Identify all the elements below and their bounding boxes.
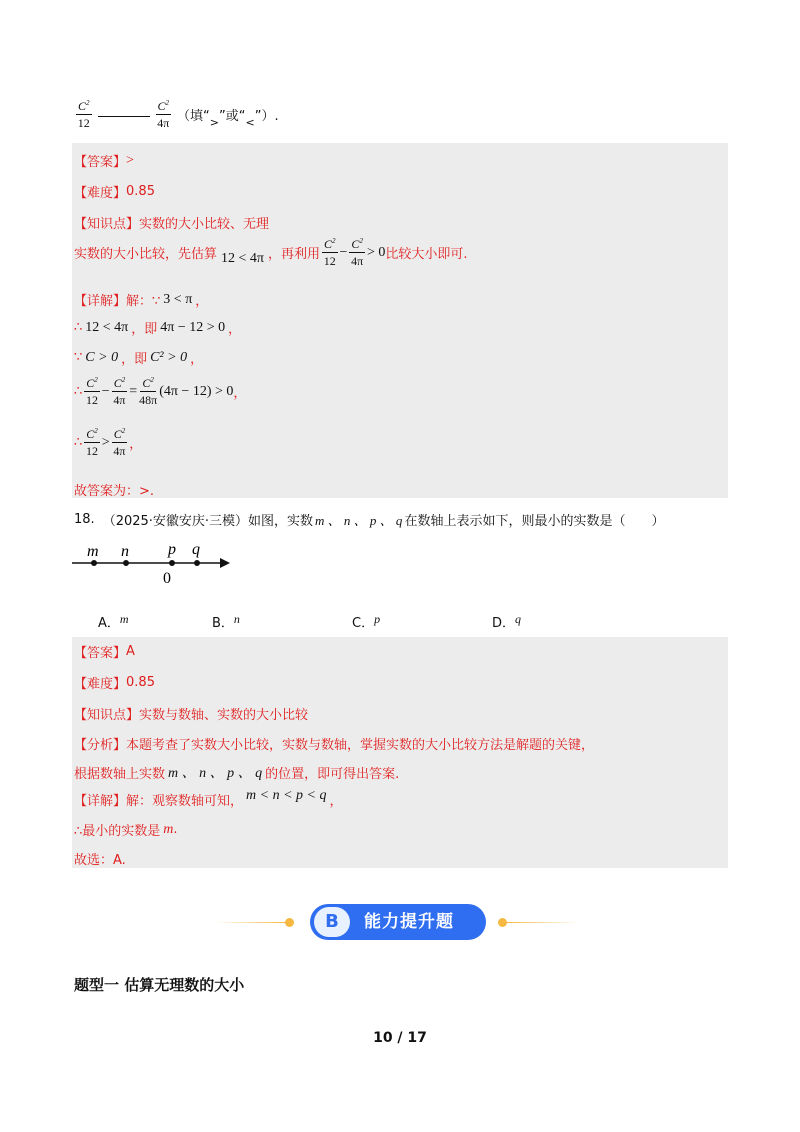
section-dot-right-icon xyxy=(498,918,507,927)
badge-letter-circle: B xyxy=(314,907,350,937)
answer-row: 【答案】 A xyxy=(74,644,135,661)
fill-hint: （填“$_>$”或“$_<$”）. xyxy=(177,109,279,129)
difficulty-row: 【难度】 0.85 xyxy=(74,675,155,692)
knowledge-row: 【知识点】 实数与数轴、实数的大小比较 xyxy=(74,708,309,723)
option-d[interactable]: D．q xyxy=(492,612,522,631)
label-n: n xyxy=(121,543,129,560)
section-dot-left-icon xyxy=(285,918,294,927)
fraction-c2-over-12: $\frac{C^2}{12}$ xyxy=(77,99,90,130)
detail-row-1: 【详解】 解：观察数轴可知， m < n < p < q ， xyxy=(74,787,343,809)
page-number: 10 / 17 xyxy=(373,1030,427,1046)
label-p: p xyxy=(168,541,176,558)
fraction-c2-over-4pi: $\frac{C^2}{4\pi}$ xyxy=(157,99,170,130)
fraction-c2-over-12: $\frac{C^2}{12}$ xyxy=(323,237,336,268)
label-m: m xyxy=(87,543,99,560)
point-p xyxy=(169,560,175,566)
point-q xyxy=(194,560,200,566)
topic-heading: 题型一 估算无理数的大小 xyxy=(74,976,245,994)
option-a[interactable]: A．m xyxy=(98,612,129,631)
answer-blank xyxy=(98,116,150,117)
question-fill-line xyxy=(74,100,279,129)
analysis-row-2: 根据数轴上实数 m 、 n 、 p 、 q 的位置，即可得出答案. xyxy=(74,766,400,782)
badge-title: 能力提升题 xyxy=(364,912,454,932)
point-m xyxy=(91,560,97,566)
analysis-row: 实数的大小比较，先估算 12 < 4π ，再利用 $\frac{C^2}{12}$ − $\frac{C^2}{4\pi}$ > 0 比较大小即可. xyxy=(74,237,468,268)
detail-row-3: ∵ C > 0 ，即 C² > 0 ， xyxy=(74,349,204,367)
detail-row-1: 【详解】 解：∵ 3 < π ， xyxy=(74,291,209,309)
detail-row-6: 故答案为：>. xyxy=(74,484,155,499)
fraction-c2-over-4pi: $\frac{C^2}{4\pi}$ xyxy=(351,237,364,268)
point-n xyxy=(123,560,129,566)
number-line-figure xyxy=(70,538,240,586)
detail-row-2: ∴ 12 < 4π ，即 4π − 12 > 0 ， xyxy=(74,319,242,337)
section-badge xyxy=(310,904,486,940)
label-zero: 0 xyxy=(163,570,171,586)
question-18: 18. （2025·安徽安庆·三模）如图，实数 m 、 n 、 p 、 q 在数轴上表示如下，则最小的实数是（ ） xyxy=(74,512,665,529)
detail-row-3: 故选：A. xyxy=(74,853,126,868)
knowledge-row: 【知识点】 实数的大小比较、无理 xyxy=(74,217,270,232)
difficulty-row: 【难度】 0.85 xyxy=(74,184,155,201)
label-q: q xyxy=(192,541,200,558)
detail-row-5: ∴ $\frac{C^2}{12}$ > $\frac{C^2}{4\pi}$ ， xyxy=(74,427,143,458)
section-divider-right xyxy=(507,922,579,923)
option-b[interactable]: B．n xyxy=(212,612,240,631)
option-c[interactable]: C．p xyxy=(352,612,381,631)
section-divider-left xyxy=(215,922,285,923)
detail-row-2: ∴最小的实数是 m . xyxy=(74,821,178,839)
detail-row-4: ∴ $\frac{C^2}{12}$ − $\frac{C^2}{4\pi}$ = $\frac{C^2}{48\pi}$ (4π − 12) > 0 ， xyxy=(74,376,247,407)
arrow-icon xyxy=(220,558,230,568)
analysis-row: 【分析】 本题考查了实数大小比较，实数与数轴，掌握实数的大小比较方法是解题的关键， xyxy=(74,738,595,753)
answer-row: 【答案】 > xyxy=(74,152,134,170)
